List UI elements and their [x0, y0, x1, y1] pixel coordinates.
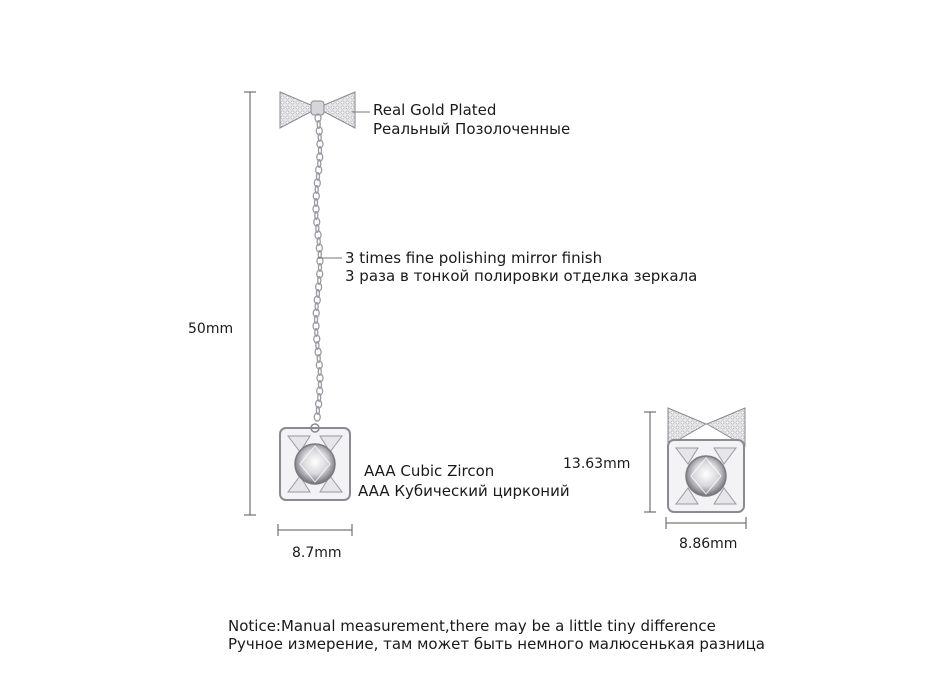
plating-label-en: Real Gold Plated	[373, 101, 497, 119]
callout-leaders	[318, 112, 370, 258]
drop-width-label: 8.7mm	[292, 545, 342, 561]
stud-earring	[668, 408, 745, 512]
drop-length-label: 50mm	[188, 321, 234, 337]
chain	[313, 114, 323, 421]
stud-width-dimension-line	[666, 517, 746, 529]
polish-label-en: 3 times fine polishing mirror finish	[345, 249, 603, 267]
drop-length-dimension-line	[244, 92, 256, 515]
drop-width-dimension-line	[278, 524, 352, 536]
square-charm	[280, 424, 350, 500]
stud-height-label: 13.63mm	[563, 456, 631, 472]
stud-width-label: 8.86mm	[679, 536, 738, 552]
notice-ru: Ручное измерение, там может быть немного малюсенькая разница	[228, 635, 765, 653]
notice-en: Notice:Manual measurement,there may be a little tiny difference	[228, 617, 716, 635]
stud-height-dimension-line	[644, 412, 656, 512]
polish-label-ru: 3 раза в тонкой полировки отделка зеркала	[345, 267, 698, 285]
zircon-label-ru: AAA Кубический цирконий	[358, 482, 570, 500]
plating-label-ru: Реальный Позолоченные	[373, 120, 571, 138]
zircon-label-en: AAA Cubic Zircon	[364, 462, 495, 480]
